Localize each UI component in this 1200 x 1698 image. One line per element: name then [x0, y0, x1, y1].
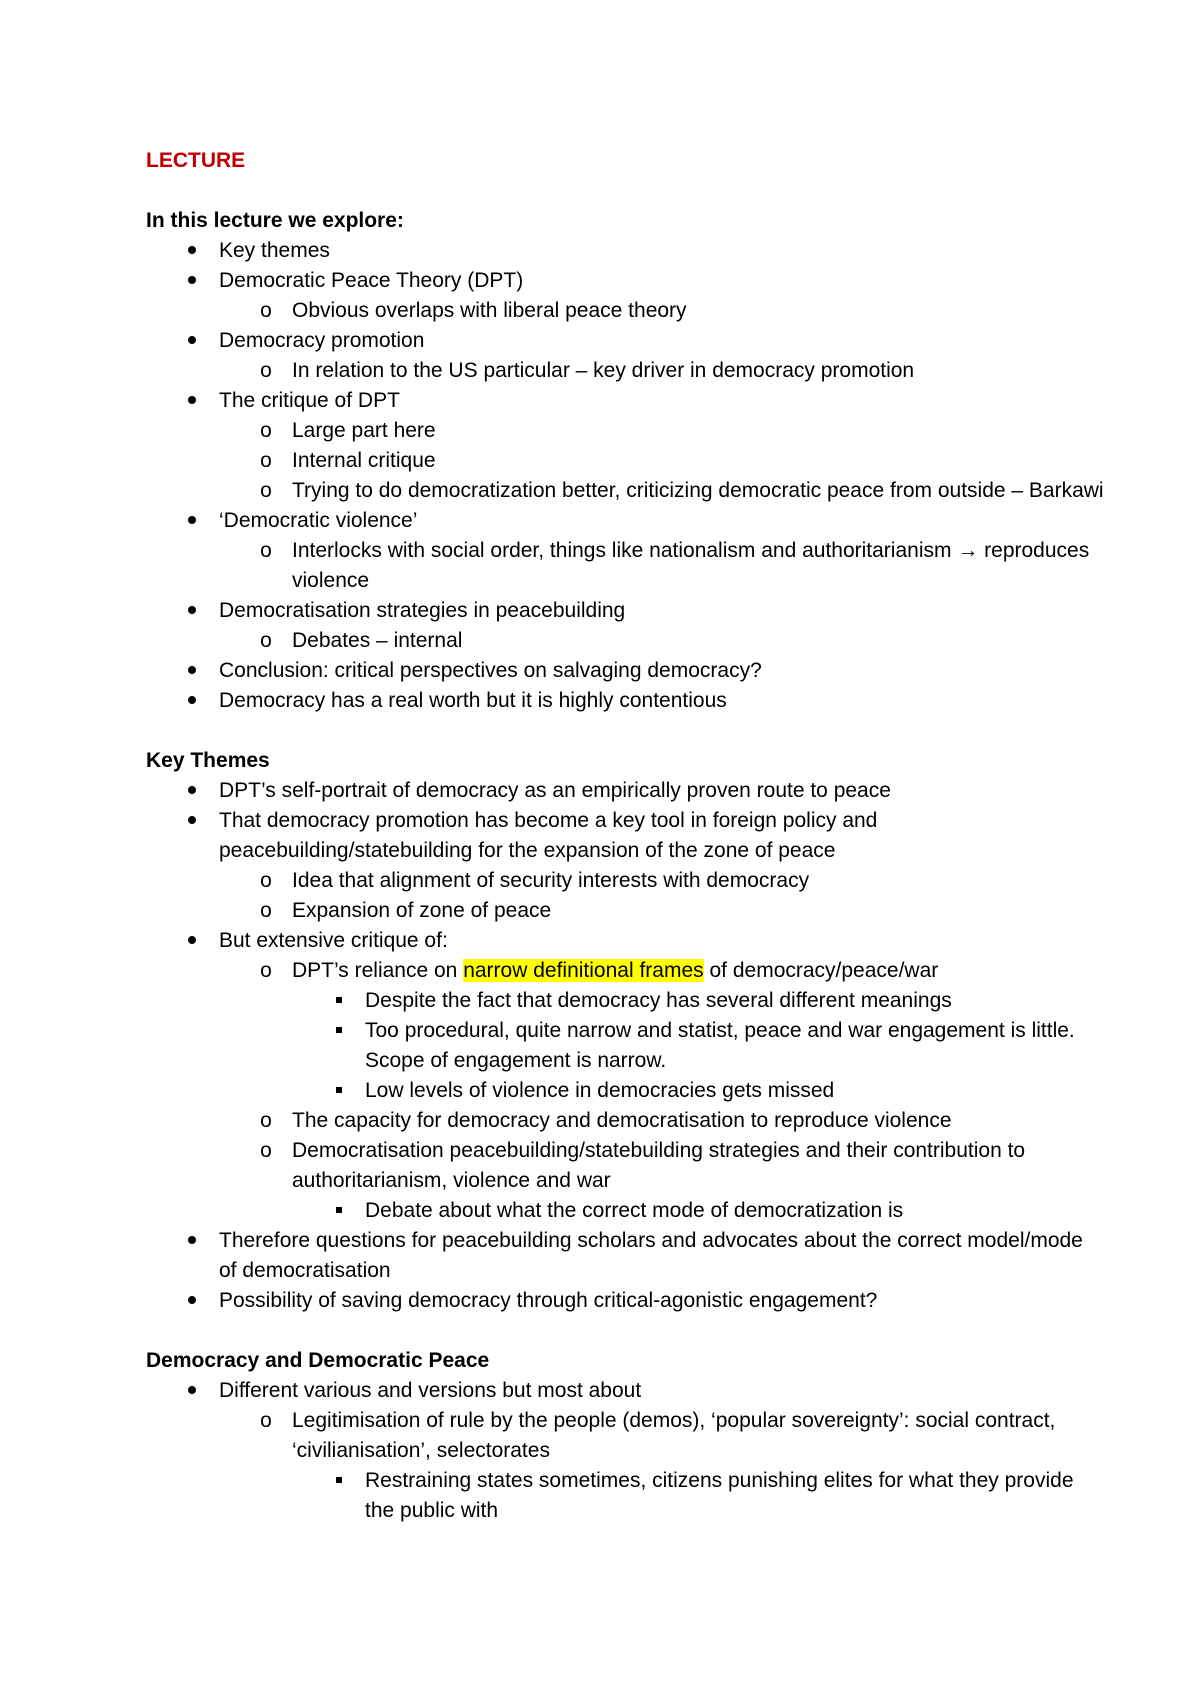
list-item: o The capacity for democracy and democratisation to reproduce violence: [146, 1106, 1106, 1136]
circle-bullet-icon: o: [260, 449, 272, 472]
circle-bullet-icon: o: [260, 539, 272, 562]
circle-bullet-icon: o: [260, 1139, 272, 1162]
bullet-icon: [188, 816, 196, 824]
bullet-icon: [188, 936, 196, 944]
list-item: o Legitimisation of rule by the people (demos), ‘popular sovereignty’: social contract, ‘civilianisation’, selectorates: [146, 1406, 1106, 1466]
list-item: o DPT’s reliance on narrow definitional frames of democracy/peace/war: [146, 956, 1106, 986]
bullet-icon: [188, 1296, 196, 1304]
list-item: Democracy has a real worth but it is highly contentious: [146, 686, 1106, 716]
list-item: Too procedural, quite narrow and statist, peace and war engagement is little. Scope of engagement is narrow.: [146, 1016, 1106, 1076]
list-item: o In relation to the US particular – key driver in democracy promotion: [146, 356, 1106, 386]
democracy-peace-list: [146, 1376, 1106, 1526]
lecture-outline: [146, 236, 1106, 716]
list-item: o Expansion of zone of peace: [146, 896, 1106, 926]
bullet-icon: [188, 1386, 196, 1394]
bullet-icon: [188, 276, 196, 284]
list-item: Key themes: [146, 236, 1106, 266]
circle-bullet-icon: o: [260, 479, 272, 502]
list-item: Low levels of violence in democracies gets missed: [146, 1076, 1106, 1106]
square-bullet-icon: [336, 1087, 342, 1093]
list-item: o Large part here: [146, 416, 1106, 446]
list-item: Restraining states sometimes, citizens punishing elites for what they provide the public with: [146, 1466, 1106, 1526]
list-item: Different various and versions but most about: [146, 1376, 1106, 1406]
bullet-icon: [188, 396, 196, 404]
list-item: Democratic Peace Theory (DPT): [146, 266, 1106, 296]
highlighted-text: narrow definitional frames: [463, 959, 704, 982]
intro-heading: In this lecture we explore:: [146, 209, 404, 232]
list-item: Democracy promotion: [146, 326, 1106, 356]
list-item: o Obvious overlaps with liberal peace theory: [146, 296, 1106, 326]
list-item: o Debates – internal: [146, 626, 1106, 656]
document-page: [146, 146, 1106, 1526]
list-item: o Idea that alignment of security interests with democracy: [146, 866, 1106, 896]
square-bullet-icon: [336, 997, 342, 1003]
bullet-icon: [188, 786, 196, 794]
list-item: Debate about what the correct mode of democratization is: [146, 1196, 1106, 1226]
list-item: But extensive critique of:: [146, 926, 1106, 956]
square-bullet-icon: [336, 1027, 342, 1033]
list-item: Conclusion: critical perspectives on salvaging democracy?: [146, 656, 1106, 686]
list-item: o Internal critique: [146, 446, 1106, 476]
list-item: ‘Democratic violence’: [146, 506, 1106, 536]
key-themes-heading: Key Themes: [146, 749, 270, 772]
bullet-icon: [188, 666, 196, 674]
bullet-icon: [188, 1236, 196, 1244]
square-bullet-icon: [336, 1207, 342, 1213]
square-bullet-icon: [336, 1477, 342, 1483]
circle-bullet-icon: o: [260, 959, 272, 982]
list-item: o Democratisation peacebuilding/statebuilding strategies and their contribution to authoritarianism, violence and war: [146, 1136, 1106, 1196]
lecture-title: LECTURE: [146, 149, 246, 172]
circle-bullet-icon: o: [260, 869, 272, 892]
bullet-icon: [188, 516, 196, 524]
circle-bullet-icon: o: [260, 1109, 272, 1132]
democracy-peace-heading: Democracy and Democratic Peace: [146, 1349, 490, 1372]
list-item: Democratisation strategies in peacebuilding: [146, 596, 1106, 626]
bullet-icon: [188, 606, 196, 614]
list-item: The critique of DPT: [146, 386, 1106, 416]
circle-bullet-icon: o: [260, 359, 272, 382]
circle-bullet-icon: o: [260, 419, 272, 442]
list-item: That democracy promotion has become a key tool in foreign policy and peacebuilding/statebuilding for the expansion of the zone of peace: [146, 806, 1106, 866]
bullet-icon: [188, 246, 196, 254]
bullet-icon: [188, 336, 196, 344]
circle-bullet-icon: o: [260, 629, 272, 652]
list-item: Possibility of saving democracy through critical-agonistic engagement?: [146, 1286, 1106, 1316]
list-item: DPT’s self-portrait of democracy as an empirically proven route to peace: [146, 776, 1106, 806]
list-item: Therefore questions for peacebuilding scholars and advocates about the correct model/mode of democratisation: [146, 1226, 1106, 1286]
list-item: o Interlocks with social order, things like nationalism and authoritarianism → reproduces violence: [146, 536, 1106, 596]
circle-bullet-icon: o: [260, 1409, 272, 1432]
key-themes-list: [146, 776, 1106, 1316]
list-item: o Trying to do democratization better, criticizing democratic peace from outside – Barkawi: [146, 476, 1106, 506]
circle-bullet-icon: o: [260, 299, 272, 322]
list-item: Despite the fact that democracy has several different meanings: [146, 986, 1106, 1016]
circle-bullet-icon: o: [260, 899, 272, 922]
bullet-icon: [188, 696, 196, 704]
